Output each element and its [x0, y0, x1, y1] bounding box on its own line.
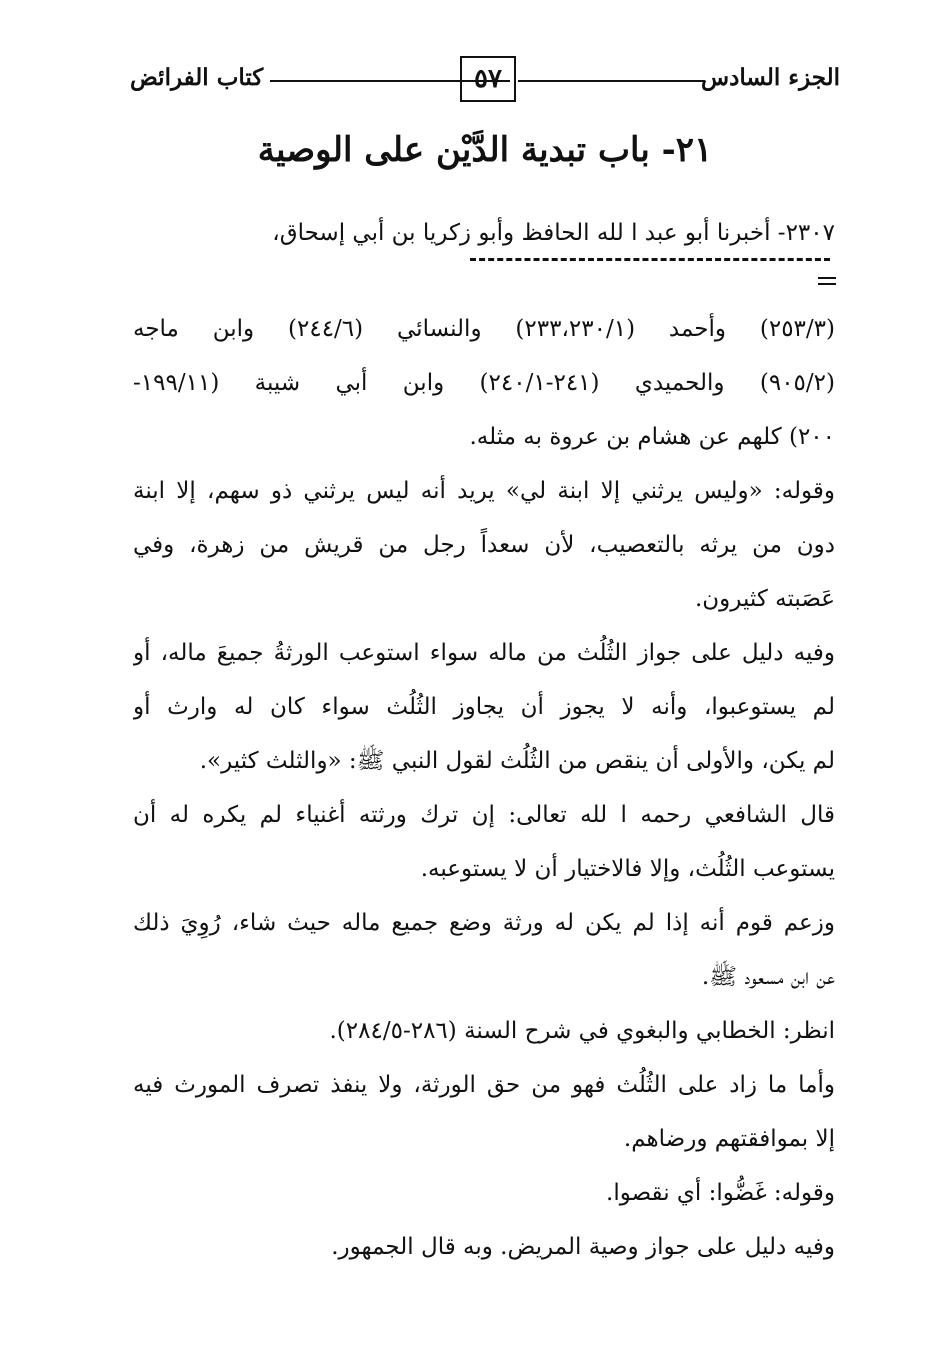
footnote-line: (٩٠٥/٢) والحميدي (٢٤١-٢٤٠/١) وابن أبي شيبة (١٩٩/١١- — [133, 370, 835, 396]
footnote-line: لم يستوعبوا، وأنه لا يجوز أن يجاوز الثُلُث سواء كان له وارث أو — [133, 694, 835, 720]
footnote-line: وفيه دليل على جواز وصية المريض. وبه قال الجمهور. — [331, 1234, 835, 1260]
chapter-title: ٢١- باب تبدية الدَّيْن على الوصية — [257, 130, 713, 170]
footnote-line: يستوعب الثُلُث، وإلا فالاختيار أن لا يستوعبه. — [420, 856, 835, 882]
footnote-line: عن ابن مسعود ﷺ. — [701, 964, 835, 990]
footnote-line: دون من يرثه بالتعصيب، لأن سعداً رجل من قريش من زهرة، وفي — [133, 532, 835, 558]
footnote-line: وزعم قوم أنه إذا لم يكن له ورثة وضع جميع ماله حيث شاء، رُوِيَ ذلك — [133, 910, 835, 936]
footnote-line: انظر: الخطابي والبغوي في شرح السنة (٢٨٦-٢٨٤/٥). — [329, 1018, 835, 1044]
footnote-separator — [470, 258, 830, 261]
footnote-line: وقوله: غَضُّوا: أي نقصوا. — [606, 1180, 835, 1206]
footnote-line: وفيه دليل على جواز الثُلُث من ماله سواء استوعب الورثةُ جميعَ ماله، أو — [133, 640, 835, 666]
footnote-line: لم يكن، والأولى أن ينقص من الثُلُث لقول النبي ﷺ: «والثلث كثير». — [199, 748, 835, 774]
main-text-line: ٢٣٠٧- أخبرنا أبو عبد ا لله الحافظ وأبو زكريا بن أبي إسحاق، — [272, 220, 835, 246]
footnote-separator-mark — [818, 277, 836, 285]
footnote-line: (٢٥٣/٣) وأحمد (٢٣٣،٢٣٠/١) والنسائي (٢٤٤/٦) وابن ماجه — [133, 316, 835, 342]
volume-label: الجزء السادس — [701, 64, 840, 91]
footnote-line: إلا بموافقتهم ورضاهم. — [623, 1126, 835, 1152]
footnote-line: وقوله: «وليس يرثني إلا ابنة لي» يريد أنه ليس يرثني ذو سهم، إلا ابنة — [133, 478, 835, 504]
book-label: كتاب الفرائض — [130, 64, 264, 91]
footnote-line: عَصَبته كثيرون. — [694, 586, 835, 612]
page-number: ٥٧ — [474, 64, 502, 94]
footnote-line: وأما ما زاد على الثُلُث فهو من حق الورثة، ولا ينفذ تصرف المورث فيه — [133, 1072, 835, 1098]
header-rule-left — [270, 80, 510, 82]
header-rule-right — [518, 80, 705, 82]
footnote-line: قال الشافعي رحمه ا لله تعالى: إن ترك ورثته أغنياء لم يكره له أن — [133, 802, 835, 828]
page-header — [130, 50, 840, 110]
footnotes — [133, 302, 835, 1274]
footnote-line: ٢٠٠) كلهم عن هشام بن عروة به مثله. — [469, 424, 835, 450]
page-number-box — [460, 56, 516, 102]
